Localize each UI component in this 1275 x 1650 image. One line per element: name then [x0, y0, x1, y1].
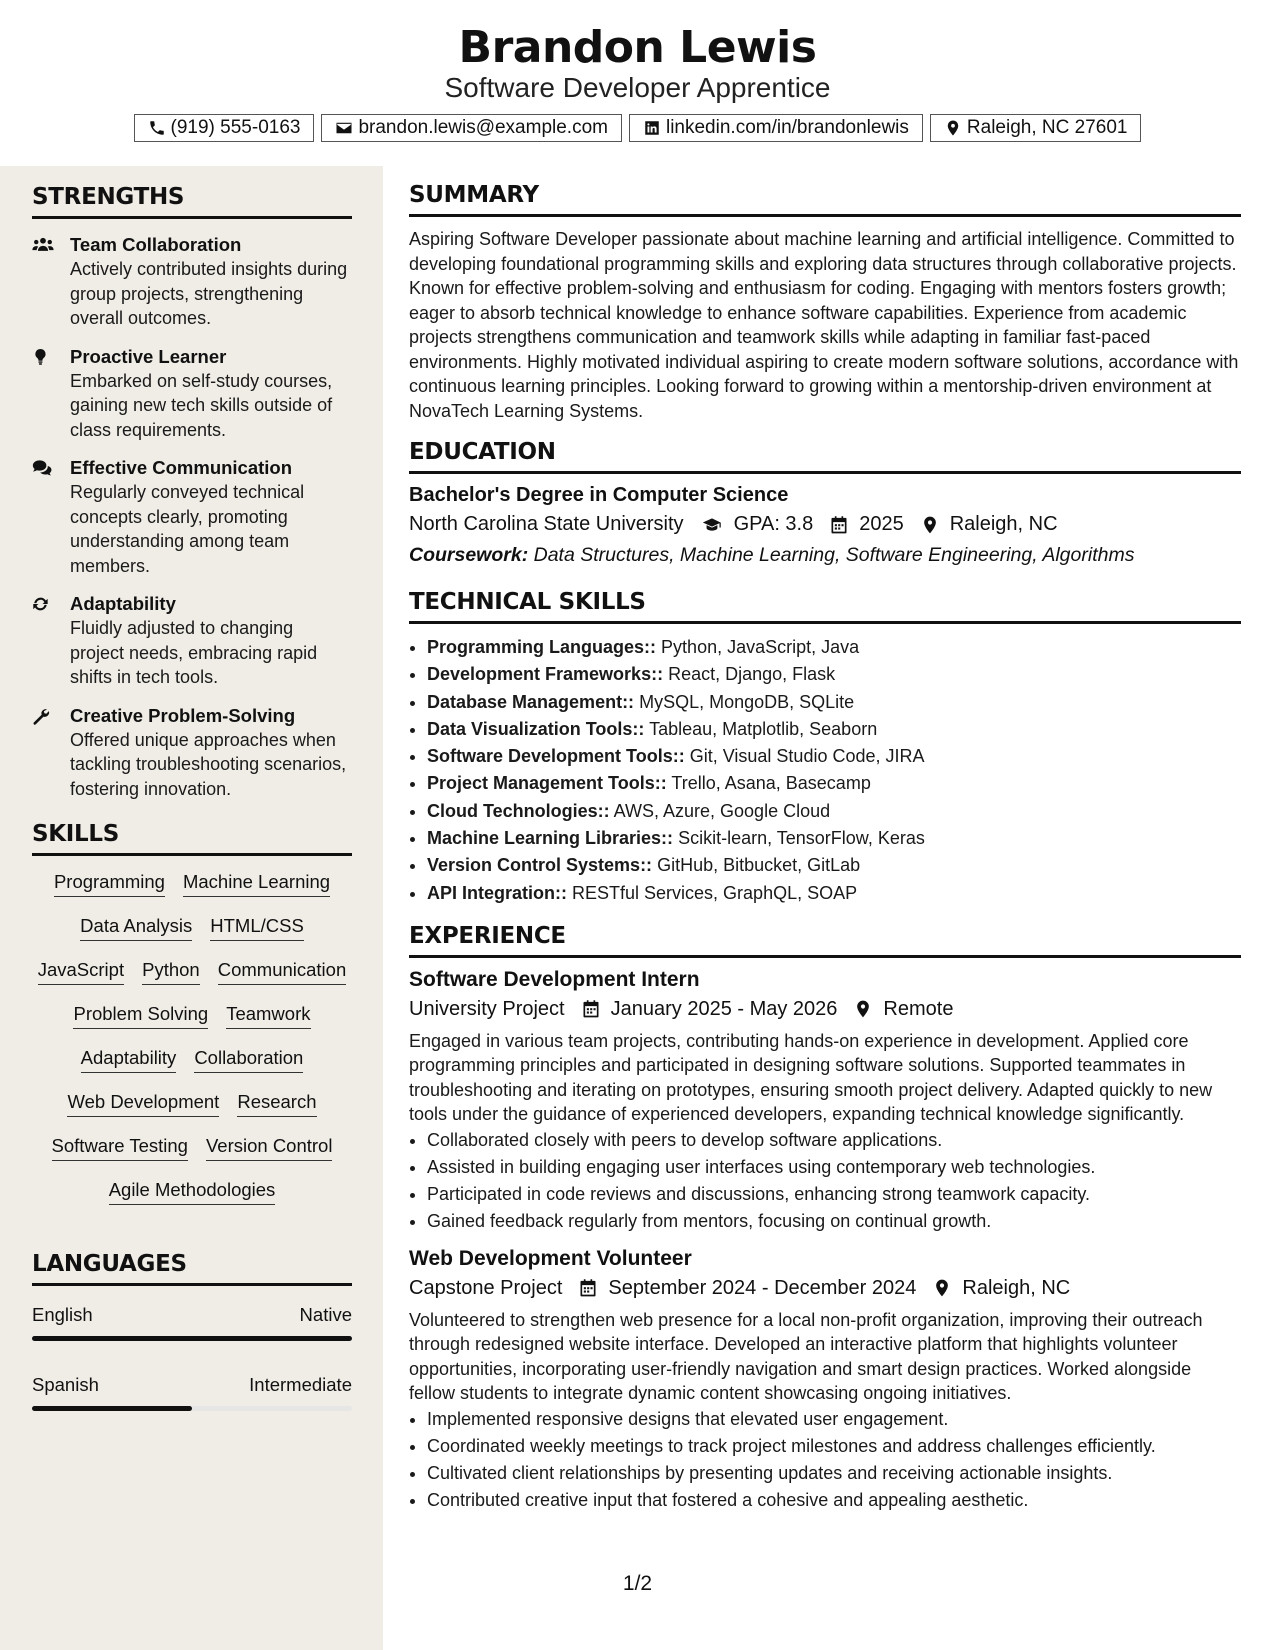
skill-tag: Agile Methodologies: [109, 1178, 276, 1205]
job-meta: [409, 1277, 1241, 1300]
summary-text: Aspiring Software Developer passionate about machine learning and artificial intelligence. Committed to developing foundational programming skills and exploring data structures through collaborative projects. Known for effective problem-solving and enthusiasm for coding. Engaging with mentors fosters growth; eager to absorb technical knowledge to enhance software capabilities. Experience from academic projects strengthens communication and teamwork skills while adapting in familiar fast-paced environments. Highly motivated individual aspiring to create modern software solutions, accordance with continuous learning principles. Looking forward to growing within a mentorship-driven environment at NovaTech Learning Systems.: [409, 229, 1239, 421]
strengths-heading: STRENGTHS: [32, 184, 352, 219]
tech-skill-label: Data Visualization Tools::: [427, 718, 645, 739]
tech-skill-value: AWS, Azure, Google Cloud: [613, 800, 831, 821]
education-heading: EDUCATION: [409, 439, 1241, 474]
job-bullet: • Assisted in building engaging user interfaces using contemporary web technologies.: [427, 1154, 1241, 1181]
tech-skill-value: React, Django, Flask: [668, 664, 836, 685]
graduation-cap-icon: [700, 515, 724, 535]
language-item: [32, 1304, 352, 1341]
skill-tag: Teamwork: [226, 1002, 310, 1029]
strengths-list: [32, 233, 352, 801]
skill-tag: HTML/CSS: [210, 914, 304, 941]
contact-phone[interactable]: [134, 114, 315, 142]
technical-skills-section: [409, 589, 1241, 907]
skill-tag: Collaboration: [194, 1046, 303, 1073]
location-pin-icon: [932, 1278, 952, 1298]
technical-skill-item: [427, 716, 1241, 743]
job-organization: University Project: [409, 997, 565, 1020]
skills-tag-list: [32, 870, 352, 1205]
strength-desc: Embarked on self-study courses, gaining new tech skills outside of class requirements.: [70, 370, 333, 440]
skill-tag: Adaptability: [81, 1046, 177, 1073]
lightbulb-icon: [32, 347, 54, 367]
strength-title: Effective Communication: [70, 457, 293, 478]
tech-skill-label: Database Management::: [427, 691, 635, 712]
job-bullet: • Cultivated client relationships by presenting updates and receiving actionable insights.: [427, 1460, 1241, 1487]
technical-skill-item: [427, 743, 1241, 770]
strength-item: [32, 704, 352, 802]
experience-entry: [409, 968, 1241, 1235]
contact-linkedin-text: linkedin.com/in/brandonlewis: [665, 117, 909, 138]
job-description: Engaged in various team projects, contributing hands-on experience in development. Applied core programming principles and participated in designing software solutions. Supported teammates in troubleshooting and iterating on prototypes, ensuring smooth project delivery. Adapted quickly to new tools under the guidance of experienced developers, expanding technical knowledge significantly.: [409, 1030, 1213, 1125]
coursework-label: Coursework:: [409, 544, 529, 566]
strength-title: Proactive Learner: [70, 345, 227, 367]
location-pin-icon: [920, 515, 940, 535]
sidebar: [0, 166, 383, 1650]
education-meta: [409, 513, 1241, 536]
tech-skill-label: Machine Learning Libraries::: [427, 828, 674, 849]
candidate-title: Software Developer Apprentice: [444, 72, 831, 103]
strength-item: [32, 592, 352, 690]
job-organization: Capstone Project: [409, 1276, 563, 1299]
job-bullet: • Contributed creative input that fostered a cohesive and appealing aesthetic.: [427, 1487, 1241, 1514]
contact-location[interactable]: [930, 114, 1142, 142]
strength-title: Team Collaboration: [70, 234, 242, 255]
tech-skill-label: API Integration::: [427, 882, 567, 903]
gpa: GPA: 3.8: [733, 513, 814, 535]
education-section: [409, 439, 1241, 567]
skill-tag: Communication: [218, 958, 347, 985]
tech-skill-label: Software Development Tools::: [427, 746, 685, 767]
coursework-list: Data Structures, Machine Learning, Software Engineering, Algorithms: [533, 544, 1135, 566]
skill-tag: Data Analysis: [80, 914, 192, 941]
calendar-icon: [581, 999, 601, 1019]
comments-icon: [32, 458, 54, 478]
job-bullet: • Coordinated weekly meetings to track project milestones and address challenges efficiently.: [427, 1433, 1241, 1460]
skill-tag: Version Control: [206, 1134, 332, 1161]
technical-skill-item: [427, 852, 1241, 879]
strength-desc: Actively contributed insights during group projects, strengthening overall outcomes.: [70, 259, 348, 328]
language-level: Native: [299, 1304, 352, 1325]
location-pin-icon: [853, 999, 873, 1019]
strength-desc: Fluidly adjusted to changing project needs, embracing rapid shifts in tech tools.: [70, 618, 318, 687]
technical-skill-item: [427, 880, 1241, 907]
experience-entry: [409, 1247, 1241, 1514]
sync-icon: [32, 594, 54, 614]
contact-email-text: brandon.lewis@example.com: [358, 117, 608, 138]
coursework: [409, 544, 1241, 567]
skill-tag: Python: [142, 958, 200, 985]
phone-icon: [148, 119, 166, 137]
school-name: North Carolina State University: [409, 513, 684, 535]
linkedin-icon: [643, 119, 661, 137]
contact-bar: [0, 114, 1275, 142]
skill-tag: Problem Solving: [73, 1002, 208, 1029]
main-content: [409, 182, 1241, 1514]
experience-heading: EXPERIENCE: [409, 923, 1241, 958]
strength-title: Adaptability: [70, 593, 176, 614]
experience-section: [409, 923, 1241, 1514]
skills-heading: SKILLS: [32, 821, 352, 856]
job-meta: [409, 998, 1241, 1021]
contact-phone-text: (919) 555-0163: [170, 117, 301, 138]
job-location: Raleigh, NC: [962, 1276, 1071, 1299]
page-number: 1/2: [622, 1572, 653, 1595]
job-bullets: [409, 1127, 1241, 1235]
job-bullet: • Implemented responsive designs that elevated user engagement.: [427, 1406, 1241, 1433]
resume-header: [0, 0, 1275, 166]
contact-email[interactable]: [321, 114, 622, 142]
calendar-icon: [829, 515, 849, 535]
calendar-icon: [578, 1278, 598, 1298]
job-title: Web Development Volunteer: [409, 1246, 692, 1270]
envelope-icon: [335, 119, 353, 137]
degree-title: Bachelor's Degree in Computer Science: [409, 484, 789, 506]
skill-tag: JavaScript: [38, 958, 124, 985]
strength-desc: Offered unique approaches when tackling troubleshooting scenarios, fostering innovation.: [70, 729, 347, 799]
skill-tag: Web Development: [67, 1090, 219, 1117]
tech-skill-value: RESTful Services, GraphQL, SOAP: [572, 882, 858, 903]
language-name: English: [32, 1304, 93, 1325]
tech-skill-label: Cloud Technologies::: [427, 800, 610, 821]
skill-tag: Programming: [54, 870, 165, 897]
tech-skill-label: Version Control Systems::: [427, 855, 653, 876]
strength-title: Creative Problem-Solving: [70, 704, 296, 726]
tech-skill-label: Project Management Tools::: [427, 773, 667, 794]
users-icon: [32, 235, 54, 255]
technical-skills-heading: TECHNICAL SKILLS: [409, 589, 1241, 624]
contact-location-text: Raleigh, NC 27601: [966, 117, 1128, 138]
tech-skill-label: Programming Languages::: [427, 637, 657, 657]
tech-skill-value: MySQL, MongoDB, SQLite: [639, 691, 855, 712]
job-dates: September 2024 - December 2024: [608, 1276, 917, 1299]
tech-skill-value: Trello, Asana, Basecamp: [671, 773, 871, 794]
language-proficiency-fill: [32, 1336, 352, 1341]
contact-linkedin[interactable]: [629, 114, 923, 142]
strength-item: [32, 233, 352, 331]
graduation-year: 2025: [859, 513, 904, 535]
technical-skill-item: [427, 661, 1241, 688]
tech-skill-label: Development Frameworks::: [427, 664, 664, 685]
language-proficiency-fill: [32, 1406, 192, 1411]
language-level: Intermediate: [249, 1374, 352, 1395]
job-title: Software Development Intern: [409, 967, 700, 991]
job-description: Volunteered to strengthen web presence for a local non-profit organization, improving their outreach through redesigned website interface. Developed an interactive platform that highlights volunteer opportunities, incorporating user-friendly navigation and smart design practices. Worked alongside fellow students to integrate dynamic content showcasing ongoing initiatives.: [409, 1309, 1203, 1404]
strength-item: [32, 345, 352, 443]
strength-item: [32, 456, 352, 578]
candidate-name: Brandon Lewis: [458, 22, 817, 73]
job-location: Remote: [883, 997, 954, 1020]
job-bullets: [409, 1406, 1241, 1514]
job-bullet: • Gained feedback regularly from mentors, focusing on continual growth.: [427, 1208, 1241, 1235]
technical-skill-item: [427, 634, 1241, 661]
language-item: [32, 1374, 352, 1411]
job-bullet: • Participated in code reviews and discussions, enhancing strong teamwork capacity.: [427, 1181, 1241, 1208]
location-pin-icon: [944, 119, 962, 137]
skill-tag: Research: [237, 1090, 316, 1117]
tech-skill-value: Scikit-learn, TensorFlow, Keras: [678, 828, 925, 849]
technical-skills-list: [409, 634, 1241, 907]
languages-heading: LANGUAGES: [32, 1251, 352, 1286]
wrench-icon: [32, 706, 54, 726]
technical-skill-item: [427, 770, 1241, 797]
tech-skill-value: GitHub, Bitbucket, GitLab: [657, 855, 861, 876]
job-bullet: • Collaborated closely with peers to develop software applications.: [427, 1127, 1241, 1154]
tech-skill-value: Git, Visual Studio Code, JIRA: [689, 746, 925, 767]
skill-tag: Machine Learning: [183, 870, 330, 897]
tech-skill-value: Python, JavaScript, Java: [661, 637, 860, 657]
tech-skill-value: Tableau, Matplotlib, Seaborn: [649, 718, 878, 739]
language-name: Spanish: [32, 1374, 99, 1395]
job-dates: January 2025 - May 2026: [610, 997, 838, 1020]
skill-tag: Software Testing: [52, 1134, 188, 1161]
school-location: Raleigh, NC: [949, 513, 1058, 535]
language-proficiency-bar: [32, 1406, 352, 1411]
technical-skill-item: [427, 798, 1241, 825]
technical-skill-item: [427, 689, 1241, 716]
technical-skill-item: [427, 825, 1241, 852]
strength-desc: Regularly conveyed technical concepts clearly, promoting understanding among team members.: [70, 482, 305, 576]
summary-heading: SUMMARY: [409, 182, 1241, 217]
language-proficiency-bar: [32, 1336, 352, 1341]
